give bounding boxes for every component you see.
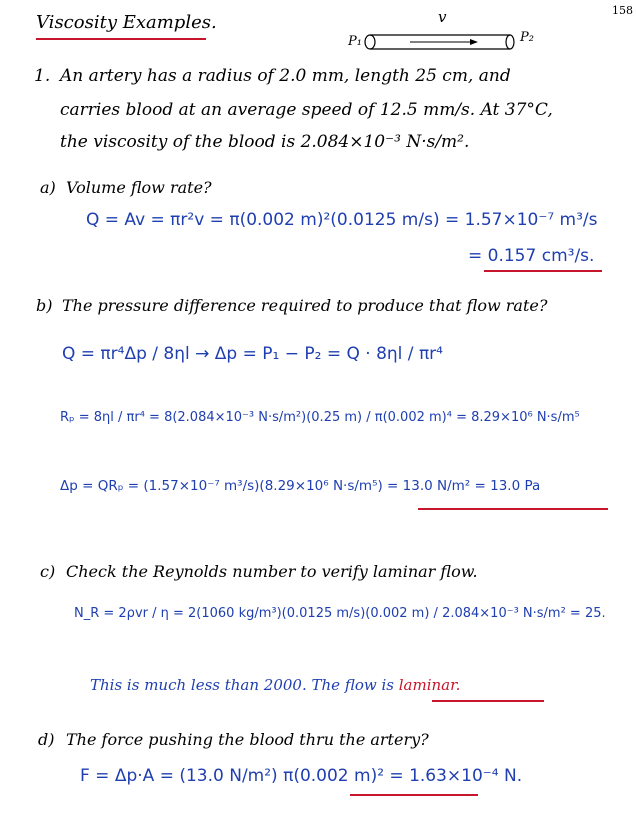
part-c-conclusion (90, 676, 460, 694)
part-c-question: Check the Reynolds number to verify laminar flow. (66, 562, 478, 581)
part-b-label: b) (36, 296, 53, 315)
pipe-icon (340, 6, 570, 56)
problem-number: 1. (34, 66, 51, 86)
velocity-label: v (438, 8, 447, 26)
page-title: Viscosity Examples. (36, 12, 217, 33)
part-c-equation-1: N_R = 2ρvr / η = 2(1060 kg/m³)(0.0125 m/s)(0.002 m) / 2.084×10⁻³ N·s/m² = 25. (74, 606, 606, 621)
part-b-equation-3: Δp = QRₚ = (1.57×10⁻⁷ m³/s)(8.29×10⁶ N·s/m⁵) = 13.0 N/m² = 13.0 Pa (60, 478, 541, 494)
page-number: 158 (612, 4, 633, 17)
artery-diagram (340, 6, 570, 56)
p2-label: P₂ (520, 30, 534, 45)
part-c-conclusion-text: This is much less than 2000. The flow is (90, 676, 394, 694)
p1-label: P₁ (348, 34, 362, 49)
problem-line-2: carries blood at an average speed of 12.5 mm/s. At 37°C, (60, 100, 553, 120)
part-a-question: Volume flow rate? (66, 178, 212, 197)
part-a-equation-2: = 0.157 cm³/s. (468, 246, 595, 266)
answer-c-underline (432, 700, 544, 702)
answer-a-underline (484, 270, 602, 272)
part-a-equation-1: Q = Av = πr²v = π(0.002 m)²(0.0125 m/s) = 1.57×10⁻⁷ m³/s (86, 210, 598, 230)
problem-line-1: An artery has a radius of 2.0 mm, length 25 cm, and (60, 66, 511, 86)
part-b-question: The pressure difference required to produce that flow rate? (62, 296, 548, 315)
part-b-equation-1: Q = πr⁴Δp / 8ηl → Δp = P₁ − P₂ = Q · 8ηl / πr⁴ (62, 344, 443, 364)
problem-line-3: the viscosity of the blood is 2.084×10⁻³ N·s/m². (60, 132, 470, 152)
title-underline (36, 38, 206, 40)
part-c-label: c) (40, 562, 56, 581)
part-d-label: d) (38, 730, 55, 749)
part-b-equation-2: Rₚ = 8ηl / πr⁴ = 8(2.084×10⁻³ N·s/m²)(0.25 m) / π(0.002 m)⁴ = 8.29×10⁶ N·s/m⁵ (60, 410, 580, 425)
part-c-laminar: laminar. (398, 676, 461, 694)
part-a-label: a) (40, 178, 56, 197)
answer-d-underline (350, 794, 478, 796)
part-d-question: The force pushing the blood thru the artery? (66, 730, 429, 749)
part-d-equation-1: F = Δp·A = (13.0 N/m²) π(0.002 m)² = 1.63×10⁻⁴ N. (80, 766, 523, 786)
answer-b-underline (418, 508, 608, 510)
